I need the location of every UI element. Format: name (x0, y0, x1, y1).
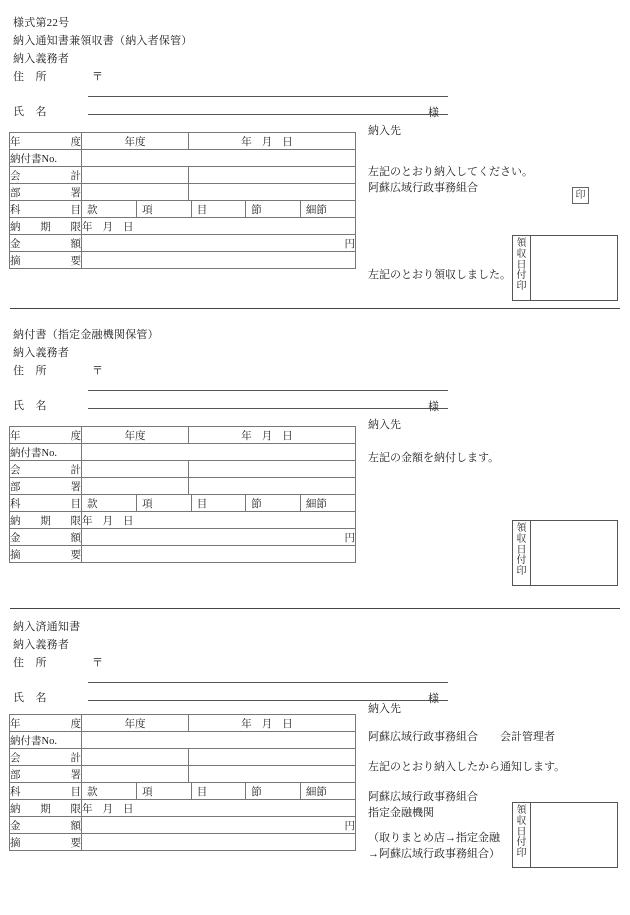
row-label-department: 部 署 (10, 184, 82, 201)
table-row-amount (10, 817, 356, 834)
row-label-payment-no: 納付書No. (10, 732, 82, 749)
row-label-due-date: 納 期 限 (10, 218, 82, 235)
section-title: 納付書（指定金融機関保管） (13, 329, 159, 341)
seal-mark-box: 印 (572, 187, 589, 204)
stamp-label (513, 521, 531, 585)
cell-department-name[interactable] (189, 766, 356, 783)
cell-due-date[interactable] (82, 512, 356, 529)
table-row-due-date (10, 800, 356, 817)
name-label: 氏 名 (13, 400, 47, 412)
date-year: 年 (241, 136, 252, 148)
route-note-line2: →阿蘇広域行政事務組合） (368, 848, 500, 860)
postal-mark: 〒 (92, 657, 103, 669)
row-label-amount: 金 額 (10, 817, 82, 834)
item-col-ko[interactable]: 項 (137, 201, 192, 217)
name-input-line[interactable] (88, 408, 448, 409)
stamp-char-2: 収 (516, 248, 527, 260)
payee-heading: 納入先 (368, 419, 401, 431)
postal-mark: 〒 (92, 365, 103, 377)
stamp-label (513, 803, 531, 867)
row-label-amount: 金 額 (10, 235, 82, 252)
cell-department-code[interactable] (82, 478, 189, 495)
section-title: 納入通知書兼領収書（納入者保管） (13, 35, 193, 47)
honorific: 様 (428, 401, 439, 413)
stamp-char-4: 付 (516, 270, 527, 282)
table-row-due-date (10, 512, 356, 529)
designated-bank-label: 指定金融機関 (368, 807, 434, 819)
date-month: 月 (261, 430, 273, 442)
row-label-fiscal-year: 年 度 (10, 133, 82, 150)
due-year: 年 (82, 515, 93, 527)
date-month: 月 (261, 718, 273, 730)
address-input-line[interactable] (88, 682, 448, 683)
table-row-fiscal-year (10, 427, 356, 444)
honorific: 様 (428, 107, 439, 119)
date-month: 月 (261, 136, 273, 148)
table-row-department (10, 184, 356, 201)
row-label-fiscal-year: 年 度 (10, 715, 82, 732)
item-col-kan[interactable]: 款 (82, 495, 137, 511)
receipt-note: 左記のとおり領収しました。 (368, 269, 511, 281)
section-title: 納入済通知書 (13, 621, 81, 633)
stamp-char-2: 収 (516, 815, 527, 827)
item-col-moku[interactable]: 目 (191, 783, 246, 799)
instruction-text: 左記のとおり納入してください。 (368, 166, 533, 178)
cell-department-name[interactable] (189, 478, 356, 495)
table-row-account (10, 749, 356, 766)
cell-date[interactable] (189, 427, 356, 444)
cell-department-code[interactable] (82, 766, 189, 783)
due-year: 年 (82, 221, 93, 233)
cell-account-name[interactable] (189, 749, 356, 766)
item-col-saisetsu[interactable]: 細節 (305, 786, 327, 798)
row-label-remarks: 摘 要 (10, 252, 82, 269)
cell-date[interactable] (189, 133, 356, 150)
stamp-char-1: 領 (516, 238, 527, 249)
date-year: 年 (241, 718, 252, 730)
payment-detail-table (9, 132, 356, 269)
item-col-ko[interactable]: 項 (137, 495, 192, 511)
postal-mark: 〒 (92, 71, 103, 83)
name-label: 氏 名 (13, 692, 47, 704)
stamp-char-5: 印 (516, 848, 527, 860)
receipt-date-stamp-box[interactable] (512, 235, 618, 301)
name-label: 氏 名 (13, 106, 47, 118)
receipt-date-stamp-box[interactable] (512, 802, 618, 868)
organization-name: 阿蘇広域行政事務組合 (368, 182, 478, 194)
stamp-blank-area[interactable] (531, 521, 617, 585)
row-label-payment-no: 納付書No. (10, 150, 82, 167)
stamp-char-1: 領 (516, 523, 527, 534)
cell-department-code[interactable] (82, 184, 189, 201)
date-day: 日 (282, 718, 293, 730)
cell-amount[interactable]: 円 (82, 817, 356, 834)
cell-account-name[interactable] (189, 461, 356, 478)
stamp-char-5: 印 (516, 566, 527, 578)
cell-item-columns (82, 201, 356, 218)
cell-fiscal-year-value[interactable]: 年度 (82, 133, 189, 150)
table-row-remarks (10, 252, 356, 269)
obligor-label: 納入義務者 (13, 53, 70, 65)
table-row-fiscal-year (10, 133, 356, 150)
section-divider-1 (10, 308, 620, 309)
item-col-setsu[interactable]: 節 (246, 495, 301, 511)
payee-name: 阿蘇広域行政事務組合 会計管理者 (368, 731, 555, 743)
table-row-item (10, 495, 356, 512)
row-label-account: 会 計 (10, 461, 82, 478)
row-label-item: 科 目 (10, 201, 82, 218)
receipt-date-stamp-box[interactable] (512, 520, 618, 586)
table-row-department (10, 766, 356, 783)
row-label-payment-no: 納付書No. (10, 444, 82, 461)
payee-heading: 納入先 (368, 703, 401, 715)
cell-amount[interactable]: 円 (82, 235, 356, 252)
due-day: 日 (123, 515, 134, 527)
date-year: 年 (241, 430, 252, 442)
cell-date[interactable] (189, 715, 356, 732)
item-col-moku[interactable]: 目 (191, 201, 246, 217)
section-notification-receipt (0, 0, 630, 308)
cell-remarks[interactable] (82, 546, 356, 563)
cell-payment-no[interactable] (82, 732, 356, 749)
table-row-payment-no (10, 150, 356, 167)
date-day: 日 (282, 430, 293, 442)
table-row-remarks (10, 834, 356, 851)
cell-account-name[interactable] (189, 167, 356, 184)
row-label-account: 会 計 (10, 749, 82, 766)
cell-due-date[interactable] (82, 218, 356, 235)
form-number: 様式第22号 (13, 17, 70, 29)
due-month: 月 (102, 803, 113, 815)
payee-heading: 納入先 (368, 125, 401, 137)
address-label: 住 所 (13, 365, 47, 377)
item-col-saisetsu[interactable]: 細節 (305, 204, 327, 216)
row-label-fiscal-year: 年 度 (10, 427, 82, 444)
row-label-item: 科 目 (10, 783, 82, 800)
cell-department-name[interactable] (189, 184, 356, 201)
row-label-department: 部 署 (10, 766, 82, 783)
table-row-payment-no (10, 732, 356, 749)
cell-payment-no[interactable] (82, 150, 356, 167)
stamp-char-4: 付 (516, 837, 527, 849)
stamp-char-3: 日 (516, 826, 527, 838)
row-label-account: 会 計 (10, 167, 82, 184)
table-row-fiscal-year (10, 715, 356, 732)
cell-payment-no[interactable] (82, 444, 356, 461)
cell-remarks[interactable] (82, 834, 356, 851)
table-row-account (10, 461, 356, 478)
section-payment-slip (0, 308, 630, 608)
due-day: 日 (123, 803, 134, 815)
obligor-label: 納入義務者 (13, 347, 70, 359)
cell-account-code[interactable] (82, 749, 189, 766)
cell-item-columns (82, 495, 356, 512)
stamp-char-4: 付 (516, 555, 527, 567)
due-month: 月 (102, 221, 113, 233)
instruction-text: 左記のとおり納入したから通知します。 (368, 761, 566, 773)
stamp-char-3: 日 (516, 259, 527, 271)
stamp-char-1: 領 (516, 805, 527, 816)
item-col-ko[interactable]: 項 (137, 783, 192, 799)
cell-account-code[interactable] (82, 461, 189, 478)
cell-fiscal-year-value[interactable]: 年度 (82, 427, 189, 444)
item-col-setsu[interactable]: 節 (246, 783, 301, 799)
stamp-char-2: 収 (516, 533, 527, 545)
table-row-due-date (10, 218, 356, 235)
item-col-saisetsu[interactable]: 細節 (305, 498, 327, 510)
item-col-kan[interactable]: 款 (82, 201, 137, 217)
item-col-setsu[interactable]: 節 (246, 201, 301, 217)
table-row-amount (10, 235, 356, 252)
item-col-kan[interactable]: 款 (82, 783, 137, 799)
due-month: 月 (102, 515, 113, 527)
table-row-item (10, 783, 356, 800)
stamp-blank-area[interactable] (531, 803, 617, 867)
payment-detail-table (9, 714, 356, 851)
route-note-line1: （取りまとめ店→指定金融 (368, 832, 500, 844)
row-label-remarks: 摘 要 (10, 834, 82, 851)
row-label-item: 科 目 (10, 495, 82, 512)
section-divider-2 (10, 608, 620, 609)
due-year: 年 (82, 803, 93, 815)
row-label-amount: 金 額 (10, 529, 82, 546)
stamp-label (513, 236, 531, 300)
stamp-blank-area[interactable] (531, 236, 617, 300)
table-row-account (10, 167, 356, 184)
cell-amount[interactable]: 円 (82, 529, 356, 546)
stamp-char-5: 印 (516, 281, 527, 293)
cell-fiscal-year-value[interactable]: 年度 (82, 715, 189, 732)
address-input-line[interactable] (88, 390, 448, 391)
due-day: 日 (123, 221, 134, 233)
table-row-item (10, 201, 356, 218)
obligor-label: 納入義務者 (13, 639, 70, 651)
stamp-char-3: 日 (516, 544, 527, 556)
table-row-amount (10, 529, 356, 546)
address-label: 住 所 (13, 71, 47, 83)
cell-remarks[interactable] (82, 252, 356, 269)
table-row-payment-no (10, 444, 356, 461)
organization-name: 阿蘇広域行政事務組合 (368, 791, 478, 803)
table-row-remarks (10, 546, 356, 563)
name-input-line[interactable] (88, 114, 448, 115)
row-label-department: 部 署 (10, 478, 82, 495)
row-label-due-date: 納 期 限 (10, 800, 82, 817)
item-col-moku[interactable]: 目 (191, 495, 246, 511)
payment-detail-table (9, 426, 356, 563)
row-label-remarks: 摘 要 (10, 546, 82, 563)
address-input-line[interactable] (88, 96, 448, 97)
address-label: 住 所 (13, 657, 47, 669)
honorific: 様 (428, 693, 439, 705)
row-label-due-date: 納 期 限 (10, 512, 82, 529)
table-row-department (10, 478, 356, 495)
cell-item-columns (82, 783, 356, 800)
date-day: 日 (282, 136, 293, 148)
instruction-text: 左記の金額を納付します。 (368, 452, 500, 464)
cell-due-date[interactable] (82, 800, 356, 817)
section-payment-completion-notice (0, 608, 630, 915)
cell-account-code[interactable] (82, 167, 189, 184)
